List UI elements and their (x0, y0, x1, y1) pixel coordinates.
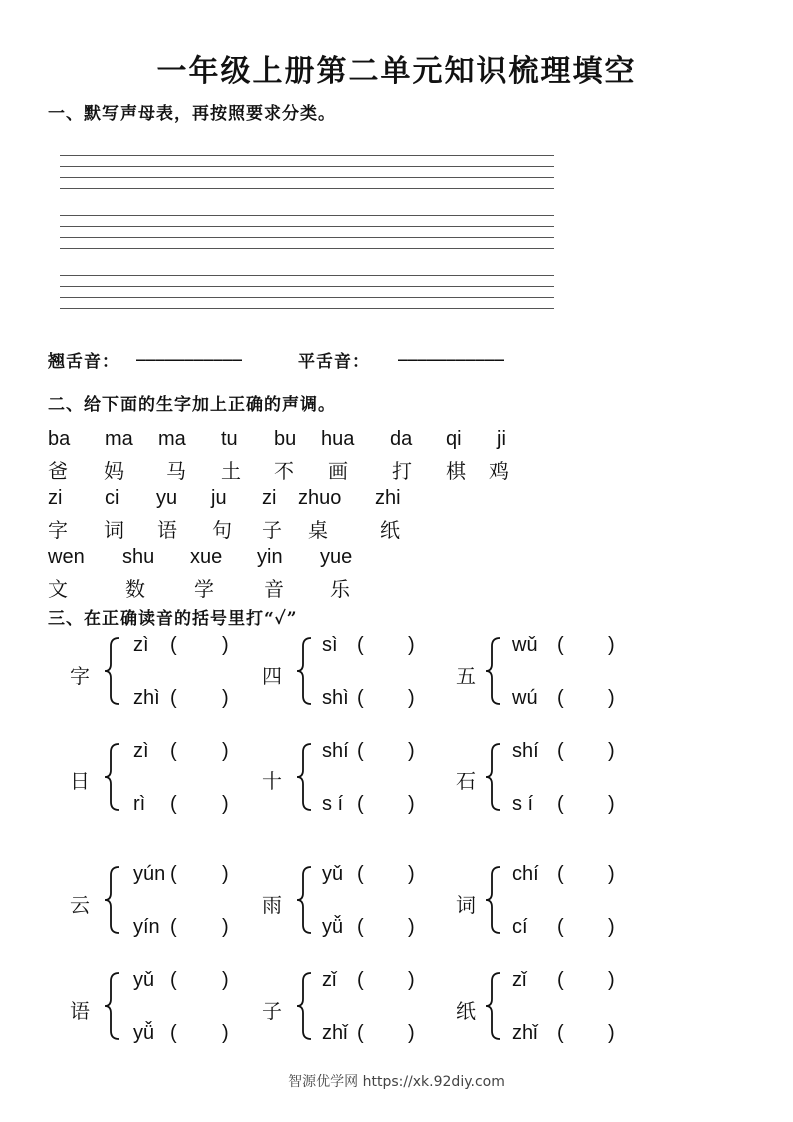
section-2-heading: 二、给下面的生字加上正确的声调。 (48, 395, 336, 415)
answer-paren-right[interactable]: ) (222, 863, 229, 885)
writing-line (60, 308, 554, 309)
writing-line (60, 226, 554, 227)
answer-paren-left[interactable]: ( (170, 634, 177, 656)
writing-line (60, 275, 554, 276)
pinyin-option: yín (133, 916, 160, 938)
writing-line (60, 188, 554, 189)
pinyin-option: shì (322, 687, 349, 709)
answer-paren-left[interactable]: ( (170, 740, 177, 762)
hanzi-item: 词 (104, 518, 124, 542)
answer-paren-right[interactable]: ) (408, 740, 415, 762)
pinyin-item: yu (156, 487, 178, 509)
pinyin-option: wǔ (512, 634, 538, 656)
pinyin-option: zhǐ (512, 1022, 538, 1044)
pinyin-option: yǔ (322, 863, 344, 885)
answer-paren-right[interactable]: ) (222, 1022, 229, 1044)
pinyin-item: bu (274, 428, 297, 450)
page-title: 一年级上册第二单元知识梳理填空 (156, 54, 637, 89)
answer-paren-left[interactable]: ( (557, 916, 564, 938)
answer-paren-left[interactable]: ( (557, 634, 564, 656)
choice-character: 云 (70, 893, 90, 917)
answer-paren-right[interactable]: ) (222, 969, 229, 991)
answer-paren-left[interactable]: ( (557, 740, 564, 762)
pinyin-option: yǚ (133, 1022, 155, 1044)
pinyin-item: zhi (375, 487, 401, 509)
hanzi-item: 棋 (446, 459, 466, 483)
answer-paren-left[interactable]: ( (357, 740, 364, 762)
choice-character: 字 (70, 664, 90, 688)
pinyin-item: ju (211, 487, 227, 509)
pinyin-item: zhuo (298, 487, 342, 509)
section-3-heading: 三、在正确读音的括号里打“✓” (48, 609, 298, 629)
writing-line (60, 286, 554, 287)
answer-paren-right[interactable]: ) (608, 916, 615, 938)
writing-line (60, 237, 554, 238)
hanzi-item: 打 (392, 459, 412, 483)
hanzi-item: 数 (125, 577, 145, 601)
choice-character: 石 (456, 769, 476, 793)
retroflex-label: 翘舌音： (48, 352, 120, 372)
choice-character: 日 (70, 769, 90, 793)
writing-line (60, 177, 554, 178)
answer-paren-left[interactable]: ( (170, 1022, 177, 1044)
hanzi-item: 音 (264, 577, 284, 601)
choice-character: 纸 (456, 999, 476, 1023)
curly-brace-icon (295, 742, 315, 812)
pinyin-item: wen (48, 546, 85, 568)
hanzi-item: 纸 (380, 518, 400, 542)
pinyin-option: s í (512, 793, 534, 815)
choice-character: 子 (262, 999, 282, 1023)
answer-paren-right[interactable]: ) (222, 740, 229, 762)
answer-paren-right[interactable]: ) (608, 740, 615, 762)
pinyin-item: yin (257, 546, 283, 568)
answer-paren-left[interactable]: ( (557, 863, 564, 885)
pinyin-item: qi (446, 428, 462, 450)
curly-brace-icon (484, 742, 504, 812)
answer-paren-left[interactable]: ( (357, 634, 364, 656)
answer-paren-right[interactable]: ) (408, 863, 415, 885)
answer-paren-left[interactable]: ( (357, 916, 364, 938)
curly-brace-icon (295, 865, 315, 935)
hanzi-item: 马 (166, 459, 186, 483)
pinyin-option: zì (133, 740, 149, 762)
pinyin-option: shí (322, 740, 349, 762)
hanzi-item: 妈 (104, 459, 124, 483)
answer-paren-right[interactable]: ) (608, 793, 615, 815)
writing-line (60, 155, 554, 156)
pinyin-item: ci (105, 487, 120, 509)
flat-blank[interactable]: ___________ (398, 342, 504, 361)
retroflex-blank[interactable]: ___________ (136, 342, 242, 361)
answer-paren-left[interactable]: ( (170, 969, 177, 991)
pinyin-option: s í (322, 793, 344, 815)
answer-paren-right[interactable]: ) (222, 634, 229, 656)
choice-character: 词 (456, 893, 476, 917)
hanzi-item: 乐 (330, 577, 350, 601)
choice-character: 语 (70, 999, 90, 1023)
footer-watermark: 智源优学网 https://xk.92diy.com (288, 1074, 505, 1090)
hanzi-item: 子 (262, 518, 282, 542)
curly-brace-icon (295, 971, 315, 1041)
pinyin-option: zǐ (512, 969, 527, 991)
hanzi-item: 土 (221, 459, 241, 483)
answer-paren-right[interactable]: ) (608, 634, 615, 656)
answer-paren-left[interactable]: ( (557, 793, 564, 815)
answer-paren-left[interactable]: ( (357, 1022, 364, 1044)
pinyin-item: shu (122, 546, 155, 568)
pinyin-option: zì (133, 634, 149, 656)
answer-paren-left[interactable]: ( (170, 793, 177, 815)
writing-line (60, 248, 554, 249)
answer-paren-left[interactable]: ( (357, 687, 364, 709)
writing-line (60, 166, 554, 167)
pinyin-option: cí (512, 916, 528, 938)
pinyin-option: zǐ (322, 969, 337, 991)
answer-paren-right[interactable]: ) (408, 916, 415, 938)
curly-brace-icon (103, 742, 123, 812)
hanzi-item: 画 (328, 459, 348, 483)
pinyin-option: yǔ (133, 969, 155, 991)
pinyin-item: zi (48, 487, 63, 509)
answer-paren-left[interactable]: ( (357, 863, 364, 885)
pinyin-option: wú (512, 687, 538, 709)
pinyin-option: yǚ (322, 916, 344, 938)
answer-paren-right[interactable]: ) (222, 687, 229, 709)
answer-paren-right[interactable]: ) (608, 687, 615, 709)
writing-line (60, 215, 554, 216)
pinyin-item: yue (320, 546, 353, 568)
hanzi-item: 字 (48, 518, 68, 542)
answer-paren-right[interactable]: ) (408, 687, 415, 709)
answer-paren-right[interactable]: ) (608, 1022, 615, 1044)
choice-character: 十 (262, 769, 282, 793)
hanzi-item: 句 (212, 518, 232, 542)
answer-paren-left[interactable]: ( (170, 687, 177, 709)
pinyin-item: da (390, 428, 413, 450)
pinyin-option: sì (322, 634, 338, 656)
hanzi-item: 学 (194, 577, 214, 601)
hanzi-item: 语 (157, 518, 177, 542)
pinyin-item: tu (221, 428, 238, 450)
pinyin-item: ma (158, 428, 186, 450)
hanzi-item: 鸡 (489, 459, 509, 483)
answer-paren-left[interactable]: ( (357, 969, 364, 991)
pinyin-option: shí (512, 740, 539, 762)
flat-label: 平舌音： (298, 352, 370, 372)
pinyin-option: rì (133, 793, 146, 815)
writing-line (60, 297, 554, 298)
curly-brace-icon (103, 971, 123, 1041)
curly-brace-icon (484, 636, 504, 706)
answer-paren-left[interactable]: ( (170, 916, 177, 938)
choice-character: 雨 (262, 893, 282, 917)
curly-brace-icon (103, 865, 123, 935)
answer-paren-right[interactable]: ) (222, 916, 229, 938)
answer-paren-right[interactable]: ) (408, 634, 415, 656)
answer-paren-right[interactable]: ) (608, 969, 615, 991)
curly-brace-icon (484, 865, 504, 935)
answer-paren-left[interactable]: ( (557, 687, 564, 709)
pinyin-item: zi (262, 487, 277, 509)
pinyin-option: chí (512, 863, 539, 885)
answer-paren-left[interactable]: ( (170, 863, 177, 885)
answer-paren-left[interactable]: ( (557, 1022, 564, 1044)
answer-paren-left[interactable]: ( (557, 969, 564, 991)
answer-paren-right[interactable]: ) (408, 969, 415, 991)
hanzi-item: 文 (48, 577, 68, 601)
pinyin-item: ma (105, 428, 133, 450)
hanzi-item: 不 (274, 459, 294, 483)
answer-paren-right[interactable]: ) (222, 793, 229, 815)
pinyin-option: yún (133, 863, 166, 885)
hanzi-item: 爸 (48, 459, 68, 483)
pinyin-option: zhì (133, 687, 160, 709)
pinyin-item: hua (321, 428, 355, 450)
answer-paren-right[interactable]: ) (408, 1022, 415, 1044)
answer-paren-right[interactable]: ) (608, 863, 615, 885)
answer-paren-right[interactable]: ) (408, 793, 415, 815)
curly-brace-icon (103, 636, 123, 706)
pinyin-item: ji (497, 428, 506, 450)
pinyin-item: ba (48, 428, 71, 450)
choice-character: 四 (262, 664, 282, 688)
curly-brace-icon (295, 636, 315, 706)
pinyin-item: xue (190, 546, 223, 568)
section-1-heading: 一、默写声母表，再按照要求分类。 (48, 104, 336, 124)
pinyin-option: zhǐ (322, 1022, 348, 1044)
curly-brace-icon (484, 971, 504, 1041)
answer-paren-left[interactable]: ( (357, 793, 364, 815)
choice-character: 五 (456, 664, 476, 688)
hanzi-item: 桌 (308, 518, 328, 542)
